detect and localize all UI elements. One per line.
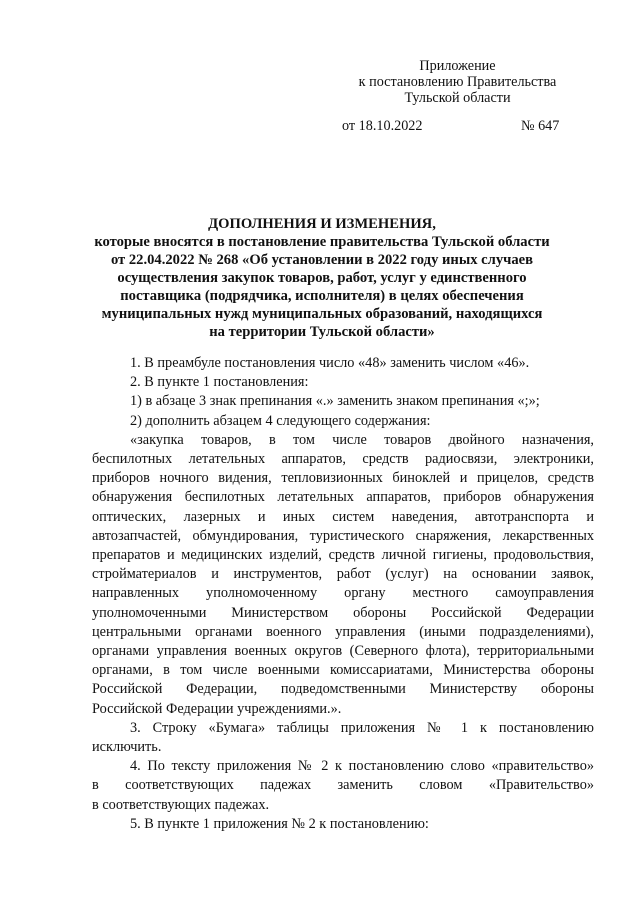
paragraph-line: в соответствующих падежах. — [92, 796, 270, 813]
title-line: от 22.04.2022 № 268 «Об установлении в 2022 году иных случаев — [110, 252, 534, 268]
quote-line: обнаружения беспилотных летательных аппаратов, приборов обнаружения — [92, 489, 594, 506]
quote-line: приборов ночного видения, тепловизионных биноклей и прицелов, средств — [92, 470, 594, 487]
paragraph-line: в соответствующих падежах заменить словом «Правительство» — [92, 777, 594, 794]
title-line: поставщика (подрядчика, исполнителя) в целях обеспечения — [120, 288, 524, 304]
quote-line: органами, в том числе военными комиссариатами, Министерства обороны — [92, 662, 594, 679]
paragraph-line: 3. Строку «Бумага» таблицы приложения № 1 к постановлению — [130, 719, 594, 736]
quote-line: автозапчастей, обмундирования, туристического снаряжения, лекарственных — [92, 527, 594, 544]
document-number: № 647 — [521, 118, 560, 134]
paragraph-1: 1. В преамбуле постановления число «48» заменить числом «46». — [130, 355, 530, 371]
quoted-paragraph — [92, 431, 594, 719]
paragraph-4 — [92, 757, 594, 815]
paragraph-3 — [92, 719, 594, 757]
quote-line: оптических, лазерных и иных систем наведения, автотранспорта и — [92, 508, 594, 525]
title-line: на территории Тульской области» — [209, 324, 435, 340]
title-heading: ДОПОЛНЕНИЯ И ИЗМЕНЕНИЯ, — [208, 216, 436, 232]
quote-line: Российской Федерации, подведомственными Министерству обороны — [92, 681, 594, 698]
quote-line: Российской Федерации учреждениями.». — [92, 700, 342, 717]
quote-line: препаратов и медицинских изделий, средств личной гигиены, продовольствия, — [92, 547, 594, 564]
paragraph-2-2: 2) дополнить абзацем 4 следующего содержания: — [130, 412, 431, 429]
title-line: которые вносятся в постановление правительства Тульской области — [94, 234, 550, 250]
appendix-line: Приложение — [419, 58, 496, 74]
appendix-line: к постановлению Правительства — [358, 74, 557, 90]
quote-line: стройматериалов и инструментов, работ (услуг) на основании заявок, — [92, 566, 594, 583]
paragraph-2: 2. В пункте 1 постановления: — [130, 374, 309, 391]
paragraph-5: 5. В пункте 1 приложения № 2 к постановлению: — [130, 815, 429, 832]
appendix-header — [330, 58, 585, 106]
quote-line: уполномоченными Министерством обороны Российской Федерации — [92, 604, 594, 621]
quote-line: направленных уполномоченному органу местного самоуправления — [92, 585, 594, 602]
document-title — [92, 215, 552, 341]
quote-line: органами управления военных округов (Северного флота), территориальными — [92, 643, 594, 660]
paragraph-line: 4. По тексту приложения № 2 к постановлению слово «правительство» — [130, 758, 594, 775]
appendix-line: Тульской области — [404, 90, 511, 106]
document-body — [92, 354, 594, 834]
document-date: от 18.10.2022 — [342, 118, 423, 134]
quote-line: беспилотных летательных аппаратов, средств радиосвязи, электроники, — [92, 451, 594, 468]
title-line: муниципальных нужд муниципальных образований, находящихся — [101, 306, 543, 322]
paragraph-line: исключить. — [92, 739, 162, 756]
quote-line: центральными органами военного управления (иными подразделениями), — [92, 623, 594, 640]
quote-line: «закупка товаров, в том числе товаров двойного назначения, — [130, 431, 594, 448]
paragraph-2-1: 1) в абзаце 3 знак препинания «.» заменить знаком препинания «;»; — [130, 393, 540, 410]
title-line: осуществления закупок товаров, работ, услуг у единственного — [117, 270, 527, 286]
